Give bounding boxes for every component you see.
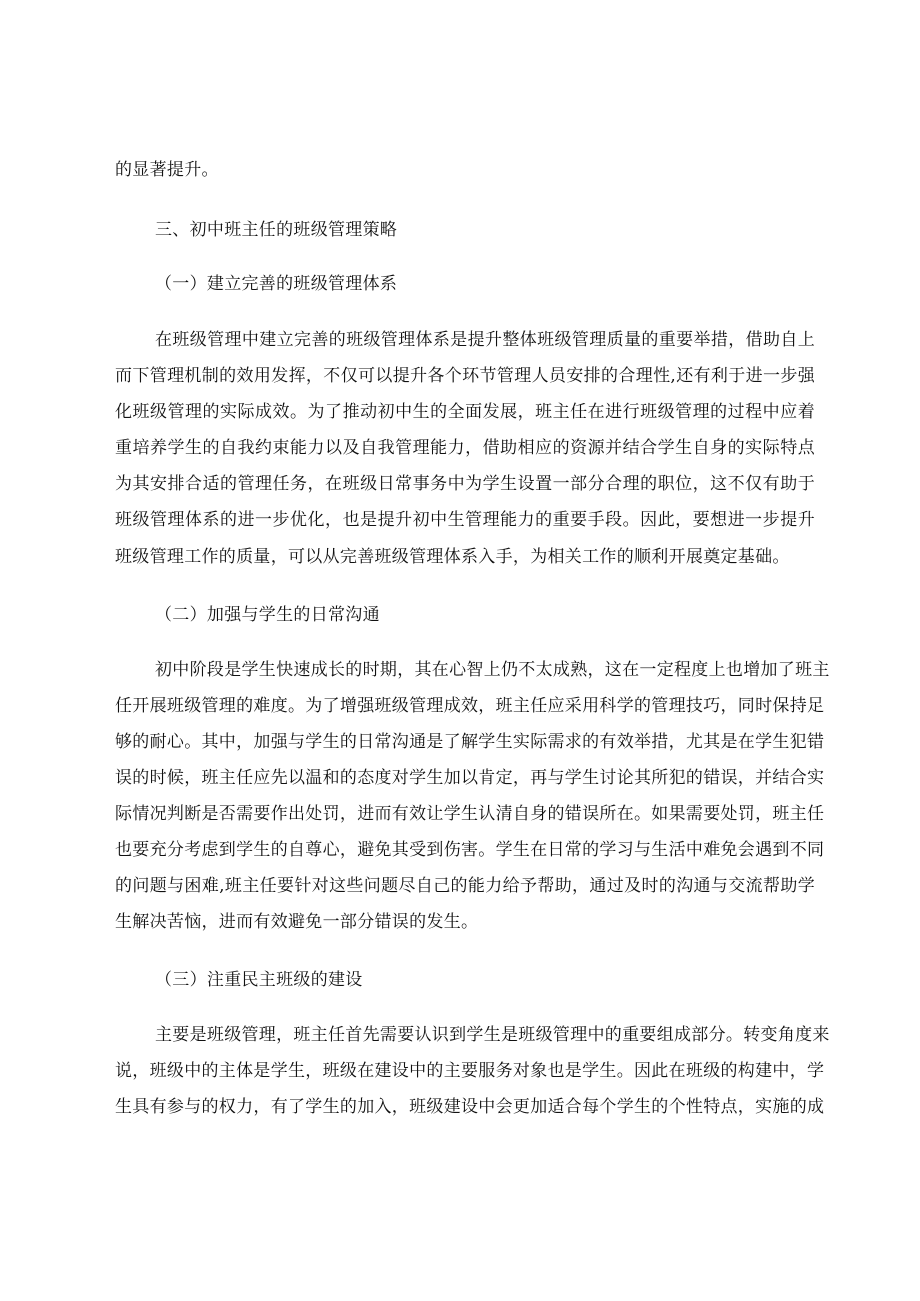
paragraph-3-line: 说，班级中的主体是学生，班级在建设中的主要服务对象也是学生。因此在班级的构建中，学 xyxy=(115,1061,825,1081)
paragraph-2-line: 际情况判断是否需要作出处罚，进而有效让学生认清自身的错误所在。如果需要处罚，班主任 xyxy=(115,804,825,824)
paragraph-2-line: 的问题与困难,班主任要针对这些问题尽自己的能力给予帮助，通过及时的沟通与交流帮助学 xyxy=(115,876,815,896)
paragraph-1-line: 为其安排合适的管理任务，在班级日常事务中为学生设置一部分合理的职位，这不仅有助于 xyxy=(115,474,815,494)
paragraph-1-line: 班级管理工作的质量，可以从完善班级管理体系入手，为相关工作的顺利开展奠定基础。 xyxy=(115,547,790,567)
paragraph-3-line: 生具有参与的权力，有了学生的加入，班级建设中会更加适合每个学生的个性特点，实施的成 xyxy=(115,1097,825,1117)
paragraph-2-line: 也要充分考虑到学生的自尊心，避免其受到伤害。学生在日常的学习与生活中难免会遇到不同 xyxy=(115,840,825,860)
section-heading: 三、初中班主任的班级管理策略 xyxy=(155,220,398,240)
paragraph-continuation-line: 的显著提升。 xyxy=(115,160,219,180)
paragraph-2-line: 生解决苦恼，进而有效避免一部分错误的发生。 xyxy=(115,912,479,932)
paragraph-1-line: 班级管理体系的进一步优化，也是提升初中生管理能力的重要手段。因此，要想进一步提升 xyxy=(115,510,815,530)
paragraph-2-line: 初中阶段是学生快速成长的时期，其在心智上仍不太成熟，这在一定程度上也增加了班主 xyxy=(155,660,830,680)
paragraph-1-line: 在班级管理中建立完善的班级管理体系是提升整体班级管理质量的重要举措，借助自上 xyxy=(155,330,815,350)
subsection-heading-2: （二）加强与学生的日常沟通 xyxy=(155,605,380,625)
paragraph-1-line: 化班级管理的实际成效。为了推动初中生的全面发展，班主任在进行班级管理的过程中应着 xyxy=(115,402,815,422)
paragraph-2-line: 任开展班级管理的难度。为了增强班级管理成效，班主任应采用科学的管理技巧，同时保持足 xyxy=(115,696,825,716)
subsection-heading-3: （三）注重民主班级的建设 xyxy=(155,970,363,990)
paragraph-2-line: 误的时候，班主任应先以温和的态度对学生加以肯定，再与学生讨论其所犯的错误，并结合实 xyxy=(115,768,825,788)
paragraph-1-line: 重培养学生的自我约束能力以及自我管理能力，借助相应的资源并结合学生自身的实际特点 xyxy=(115,438,815,458)
paragraph-3-line: 主要是班级管理，班主任首先需要认识到学生是班级管理中的重要组成部分。转变角度来 xyxy=(155,1025,830,1045)
subsection-heading-1: （一）建立完善的班级管理体系 xyxy=(155,274,398,294)
paragraph-1-line: 而下管理机制的效用发挥，不仅可以提升各个环节管理人员安排的合理性,还有利于进一步强 xyxy=(115,366,815,386)
paragraph-2-line: 够的耐心。其中，加强与学生的日常沟通是了解学生实际需求的有效举措，尤其是在学生犯错 xyxy=(115,732,825,752)
